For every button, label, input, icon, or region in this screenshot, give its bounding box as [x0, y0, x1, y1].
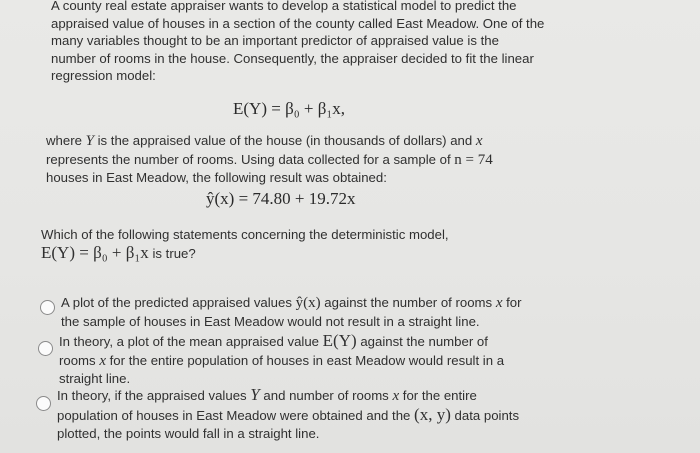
model-equation: E(Y) = β₀ + β₁x,	[233, 99, 346, 118]
option-line: straight line.	[59, 371, 131, 386]
option-1-text[interactable]	[61, 294, 522, 331]
option-line: plotted, the points would fall in a straight line.	[57, 426, 320, 441]
where-line: where Y is the appraised value of the house (in thousands of dollars) and x	[46, 133, 483, 149]
question-line: Which of the following statements concerning the deterministic model,	[41, 227, 449, 242]
question-text	[41, 226, 449, 262]
intro-line: regression model:	[51, 68, 156, 83]
option-line: rooms x for the entire population of houses in east Meadow would result in a	[59, 352, 505, 369]
intro-line: many variables thought to be an important predictor of appraised value is the	[51, 33, 499, 48]
option-line: In theory, if the appraised values Y and number of rooms x for the entire	[57, 385, 477, 404]
where-line: represents the number of rooms. Using data collected for a sample of n = 74	[46, 151, 493, 168]
option-1-radio[interactable]	[40, 300, 55, 315]
option-3-text[interactable]	[57, 386, 519, 444]
option-line: In theory, a plot of the mean appraised value E(Y) against the number of	[59, 331, 488, 350]
intro-line: number of rooms in the house. Consequently, the appraiser decided to fit the linear	[51, 50, 534, 66]
option-2-radio[interactable]	[38, 341, 53, 356]
option-line: the sample of houses in East Meadow would not result in a straight line.	[61, 313, 480, 329]
option-2-text[interactable]	[59, 332, 504, 389]
option-3-radio[interactable]	[36, 396, 51, 411]
question-line: E(Y) = β₀ + β₁x is true?	[41, 242, 196, 262]
intro-line: A county real estate appraiser wants to develop a statistical model to predict the	[51, 0, 517, 13]
fitted-equation: ŷ(x) = 74.80 + 19.72x	[206, 189, 356, 208]
intro-paragraph	[51, 0, 544, 85]
option-line: population of houses in East Meadow were obtained and the (x, y) data points	[57, 404, 520, 424]
option-line: A plot of the predicted appraised values ŷ(x) against the number of rooms x for	[61, 295, 522, 311]
where-paragraph	[46, 132, 493, 187]
intro-line: appraised value of houses in a section of the county called East Meadow. One of the	[51, 15, 545, 31]
where-line: houses in East Meadow, the following result was obtained:	[46, 170, 387, 185]
